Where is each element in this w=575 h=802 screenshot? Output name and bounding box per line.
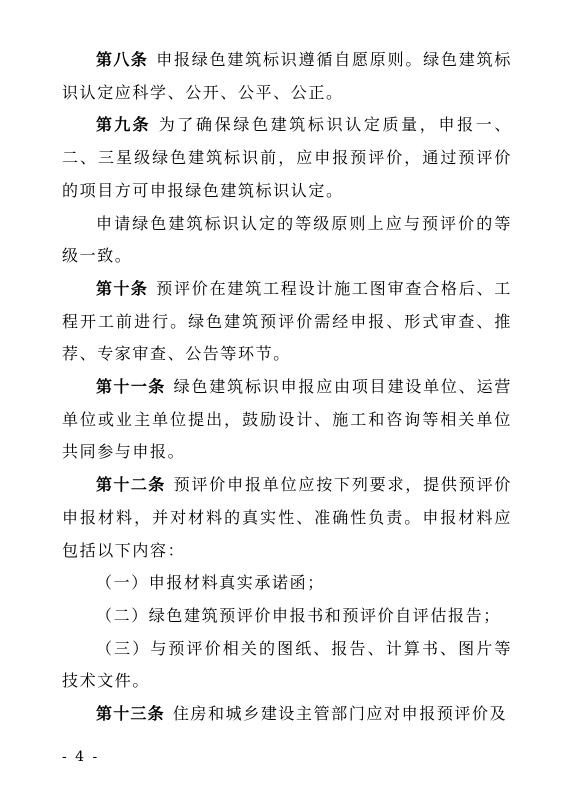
paragraph-text: 预评价申报单位应按下列要求，提供预评价申报材料，并对材料的真实性、准确性负责。申报材料应包括以下内容： bbox=[62, 475, 512, 560]
paragraph-text: 住房和城乡建设主管部门应对申报预评价及 bbox=[172, 704, 508, 724]
paragraph-article-11 bbox=[62, 371, 512, 469]
article-label: 第八条 bbox=[96, 50, 149, 69]
paragraph-article-13 bbox=[62, 698, 512, 731]
list-item-2 bbox=[62, 600, 512, 633]
page-number: - 4 - bbox=[62, 749, 100, 765]
paragraph-article-10 bbox=[62, 273, 512, 371]
paragraph-article-12 bbox=[62, 469, 512, 567]
list-item-3 bbox=[62, 633, 512, 698]
paragraph-article-9 bbox=[62, 109, 512, 207]
paragraph-text: （三）与预评价相关的图纸、报告、计算书、图片等技术文件。 bbox=[62, 638, 512, 691]
article-label: 第十条 bbox=[96, 278, 149, 298]
paragraph-article-8 bbox=[62, 44, 512, 109]
article-label: 第十一条 bbox=[96, 377, 166, 397]
article-label: 第九条 bbox=[96, 115, 151, 135]
document-body bbox=[62, 44, 512, 731]
article-label: 第十三条 bbox=[96, 704, 165, 724]
article-label: 第十二条 bbox=[96, 475, 166, 495]
paragraph-text: 为了确保绿色建筑标识认定质量，申报一、二、三星级绿色建筑标识前，应申报预评价，通过预评价的项目方可申报绿色建筑标识认定。 bbox=[62, 115, 512, 200]
paragraph-text: 预评价在建筑工程设计施工图审查合格后、工程开工前进行。绿色建筑预评价需经申报、形式审查、推荐、专家审查、公告等环节。 bbox=[62, 278, 512, 364]
paragraph-text: 绿色建筑标识申报应由项目建设单位、运营单位或业主单位提出，鼓励设计、施工和咨询等相关单位共同参与申报。 bbox=[62, 377, 512, 462]
paragraph-text: （二）绿色建筑预评价申报书和预评价自评估报告； bbox=[96, 605, 501, 625]
paragraph-text: 申报绿色建筑标识遵循自愿原则。绿色建筑标识认定应科学、公开、公平、公正。 bbox=[62, 50, 512, 102]
paragraph-text: 申请绿色建筑标识认定的等级原则上应与预评价的等级一致。 bbox=[62, 213, 512, 266]
list-item-1 bbox=[62, 567, 512, 600]
paragraph-text: （一）申报材料真实承诺函； bbox=[96, 573, 325, 593]
paragraph-article-9-continued bbox=[62, 208, 512, 273]
